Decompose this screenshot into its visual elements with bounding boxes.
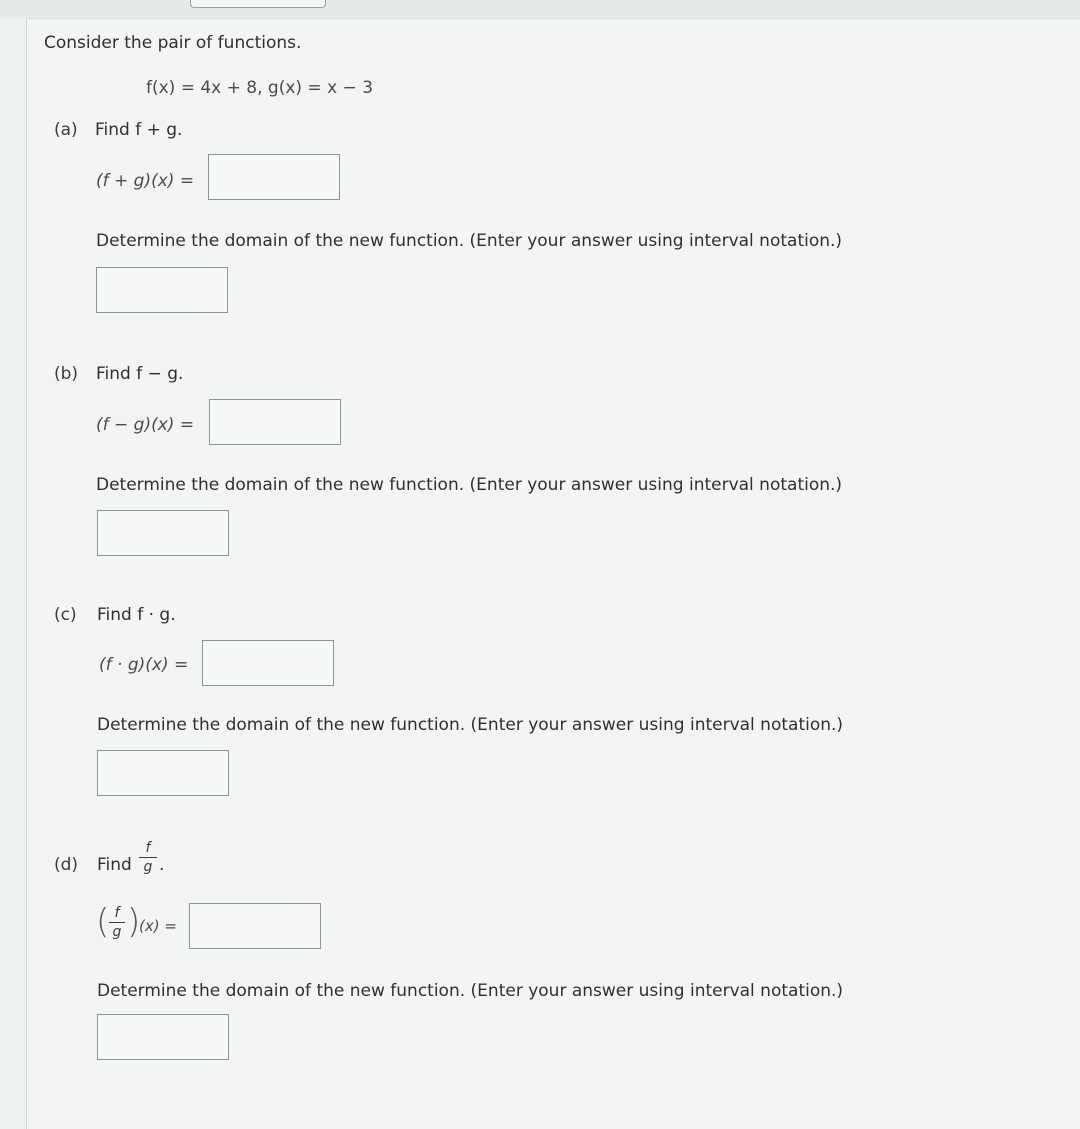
part-d-prompt: Find <box>97 855 132 875</box>
part-c-domain-prompt: Determine the domain of the new function. (Enter your answer using interval notation.) <box>97 715 844 735</box>
part-d-expression-fraction <box>109 905 125 940</box>
fraction-denominator: g <box>112 924 122 940</box>
part-c-tag: (c) <box>54 605 77 625</box>
part-a-answer-input[interactable] <box>208 154 340 200</box>
part-d-expression: (x) = <box>139 917 177 935</box>
fraction-denominator: g <box>143 859 153 875</box>
part-b-tag: (b) <box>54 364 79 384</box>
part-d-domain-prompt: Determine the domain of the new function. (Enter your answer using interval notation.) <box>97 981 844 1001</box>
fraction-numerator: f <box>114 905 120 921</box>
part-c-domain-input[interactable] <box>97 750 229 796</box>
part-d-answer-input[interactable] <box>189 903 321 949</box>
part-c-prompt: Find f · g. <box>97 605 176 625</box>
part-c-answer-input[interactable] <box>202 640 334 686</box>
part-d-domain-input[interactable] <box>97 1014 229 1060</box>
part-a-domain-input[interactable] <box>96 267 228 313</box>
part-a-expression: (f + g)(x) = <box>96 171 195 191</box>
part-d-tag: (d) <box>54 855 79 875</box>
question-title: Consider the pair of functions. <box>44 33 302 53</box>
part-b-domain-prompt: Determine the domain of the new function. (Enter your answer using interval notation.) <box>96 475 843 495</box>
part-c-expression: (f · g)(x) = <box>99 655 189 675</box>
fraction-numerator: f <box>145 840 151 856</box>
top-tab[interactable] <box>190 0 326 8</box>
part-d-prompt-fraction <box>139 840 157 875</box>
top-bar <box>0 0 1080 18</box>
left-paren: ( <box>96 902 110 942</box>
fraction-bar <box>109 922 125 923</box>
right-paren: ) <box>127 902 141 942</box>
function-definitions: f(x) = 4x + 8, g(x) = x − 3 <box>146 78 374 98</box>
part-b-prompt: Find f − g. <box>96 364 184 384</box>
fraction-bar <box>139 857 157 858</box>
part-a-tag: (a) <box>54 120 78 140</box>
part-b-expression: (f − g)(x) = <box>96 415 195 435</box>
part-a-prompt: Find f + g. <box>95 120 183 140</box>
part-b-domain-input[interactable] <box>97 510 229 556</box>
part-a-domain-prompt: Determine the domain of the new function. (Enter your answer using interval notation.) <box>96 231 843 251</box>
part-b-answer-input[interactable] <box>209 399 341 445</box>
part-d-prompt-period: . <box>159 855 165 875</box>
